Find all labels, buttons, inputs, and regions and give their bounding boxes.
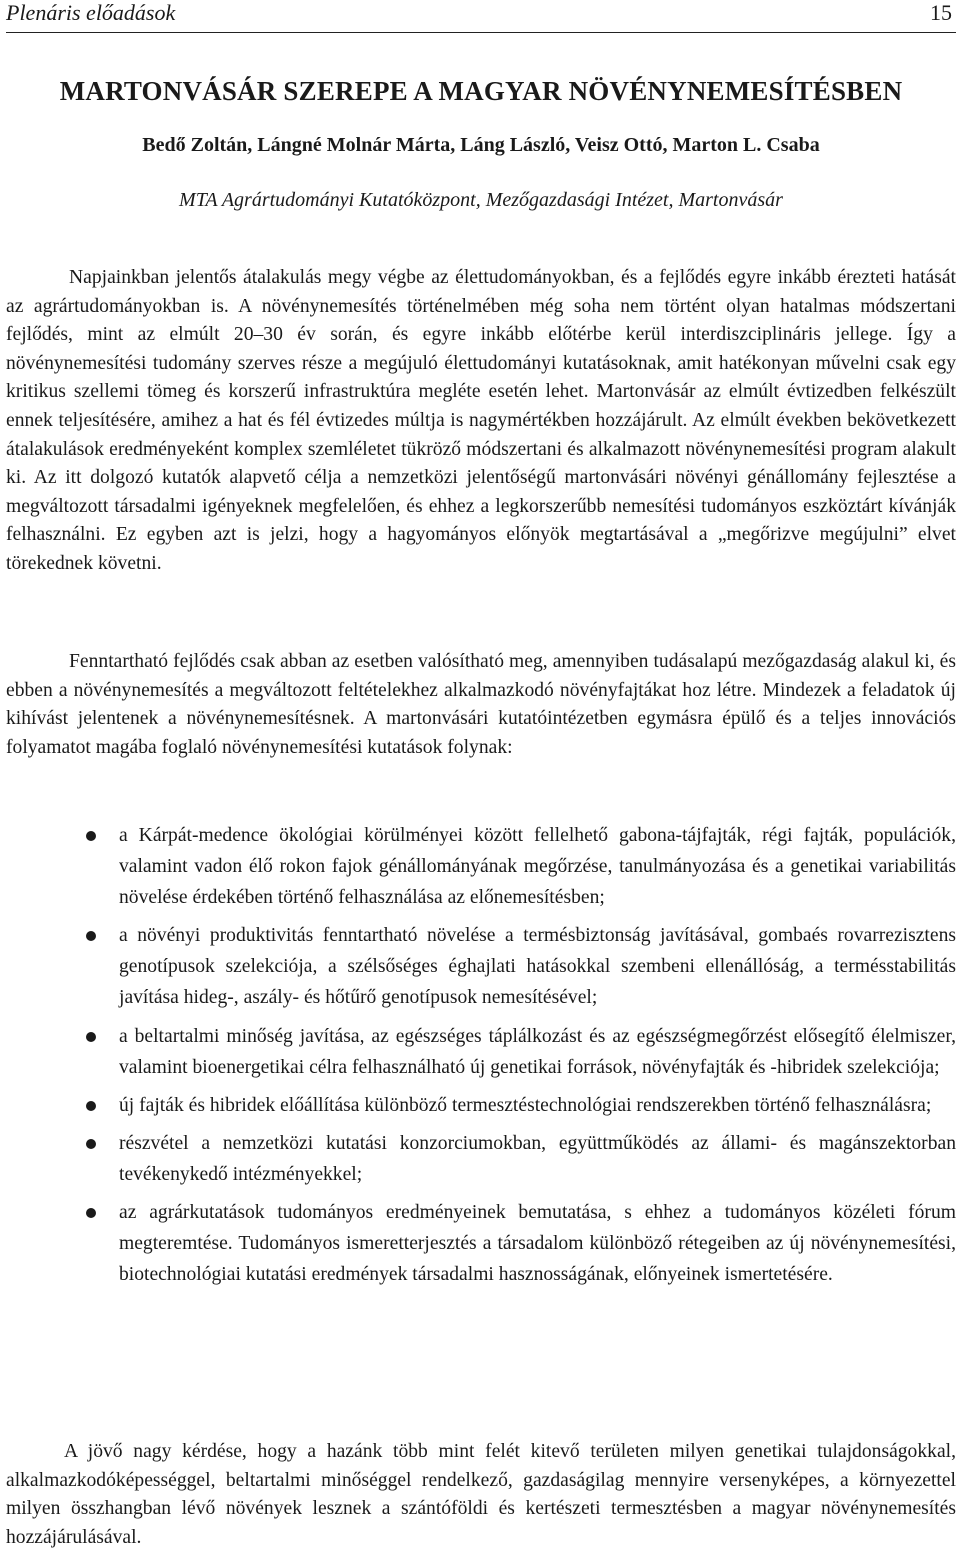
list-item-text: a növényi produktivitás fenntartható növelése a termésbiztonság javításával, gombaés rovarrezisztens genotípusok szelekciója, a szélsőséges éghajlati hatásokkal szembeni ellenállóság, a termésstabilitás javítása hideg-, aszály- és hőtűrő genotípusok nemesítésével; — [119, 925, 956, 1008]
page-number: 15 — [930, 0, 952, 25]
list-item-text: az agrárkutatások tudományos eredményeinek bemutatása, s ehhez a tudományos közéleti fórum megteremtése. Tudományos ismeretterjesztés a társadalom különböző rétegeiben az új növénynemesítési, biotechnológiai kutatási eredmények társadalmi hasznosságának, előnyeinek ismertetésére. — [119, 1202, 956, 1285]
list-item — [6, 1197, 956, 1290]
bullet-icon — [86, 1208, 96, 1218]
list-item — [6, 820, 956, 913]
bullet-icon — [86, 1139, 96, 1149]
list-item-text: új fajták és hibridek előállítása különböző termesztéstechnológiai rendszerekben történő felhasználásra; — [119, 1095, 932, 1116]
author-list: Bedő Zoltán, Lángné Molnár Márta, Láng László, Veisz Ottó, Marton L. Csaba — [142, 134, 820, 156]
bullet-icon — [86, 1101, 96, 1111]
list-item — [6, 1128, 956, 1190]
research-areas-list — [6, 820, 956, 1297]
article-title: MARTONVÁSÁR SZEREPE A MAGYAR NÖVÉNYNEMESÍTÉSBEN — [59, 76, 903, 106]
list-item-text: részvétel a nemzetközi kutatási konzorciumokban, együttműködés az állami- és magánszektorban tevékenykedő intézményekkel; — [119, 1133, 956, 1185]
list-item — [6, 1021, 956, 1083]
list-item-text: a beltartalmi minőség javítása, az egészséges táplálkozást és az egészségmegőrzést elősegítő élelmiszer, valamint bioenergetikai célra felhasználható új genetikai források, növényfajták és -hibridek szelekciója; — [119, 1026, 956, 1078]
list-item — [6, 1090, 956, 1121]
bullet-icon — [86, 1032, 96, 1042]
running-header — [6, 0, 956, 33]
bullet-icon — [86, 831, 96, 841]
list-item — [6, 920, 956, 1013]
list-item-text: a Kárpát-medence ökológiai körülményei között fellelhető gabona-tájfajták, régi fajták, populációk, valamint vadon élő rokon fajok génállományának megőrzése, tanulmányozása és a genetikai variabilitás növelése érdekében történő felhasználása az előnemesítésben; — [119, 825, 956, 908]
paragraph-sustainability: Fenntartható fejlődés csak abban az esetben valósítható meg, amennyiben tudásalapú mezőgazdaság alakul ki, és ebben a növénynemesítés a megváltozott feltételekhez alkalmazkodó növényfajtákat hoz létre. Mindezek a feladatok új kihívást jelentenek a növénynemesítésnek. A martonvásári kutatóintézetben egymásra épülő és a teljes innovációs folyamatot magába foglaló növénynemesítési kutatások folynak: — [6, 651, 956, 758]
section-title: Plenáris előadások — [6, 0, 176, 25]
affiliation: MTA Agrártudományi Kutatóközpont, Mezőgazdasági Intézet, Martonvásár — [179, 189, 783, 211]
paragraph-intro: Napjainkban jelentős átalakulás megy végbe az élettudományokban, és a fejlődés egyre inkább érezteti hatását az agrártudományokban is. A növénynemesítés történelmében még soha nem történt olyan hatalmas módszertani fejlődés, mint az elmúlt 20–30 év során, és egyre inkább előtérbe kerül interdiszciplináris jellege. Így a növénynemesítési tudomány szerves része a megújuló élettudományi kutatásoknak, amit hatékonyan művelni csak egy kritikus szellemi tömeg és korszerű infrastruktúra megléte esetén lehet. Martonvásár az elmúlt évtizedben felkészült ennek teljesítésére, amihez a hat és fél évtizedes múltja is nagymértékben hozzájárult. Az elmúlt években bekövetkezett átalakulások eredményeként komplex szemléletet tükröző módszertani és alkalmazott növénynemesítési program alakult ki. Az itt dolgozó kutatók alapvető célja a nemzetközi jelentőségű martonvásári növényi génállomány fejlesztése a megváltozott társadalmi igényeknek megfelelően, és ehhez a legkorszerűbb nemesítési tudományos eszköztárt kívánják felhasználni. Ez egyben azt is jelzi, hogy a hagyományos előnyök megtartásával a „megőrizve megújulni” elvet törekednek követni. — [6, 267, 956, 574]
paragraph-conclusion: A jövő nagy kérdése, hogy a hazánk több mint felét kitevő területen milyen genetikai tulajdonságokkal, alkalmazkodóképességgel, beltartalmi minőséggel rendelkező, gazdaságilag mennyire versenyképes, a környezettel milyen összhangban lévő növények lesznek a szántóföldi és kertészeti termesztésben a magyar növénynemesítés hozzájárulásával. — [6, 1441, 956, 1548]
bullet-icon — [86, 931, 96, 941]
